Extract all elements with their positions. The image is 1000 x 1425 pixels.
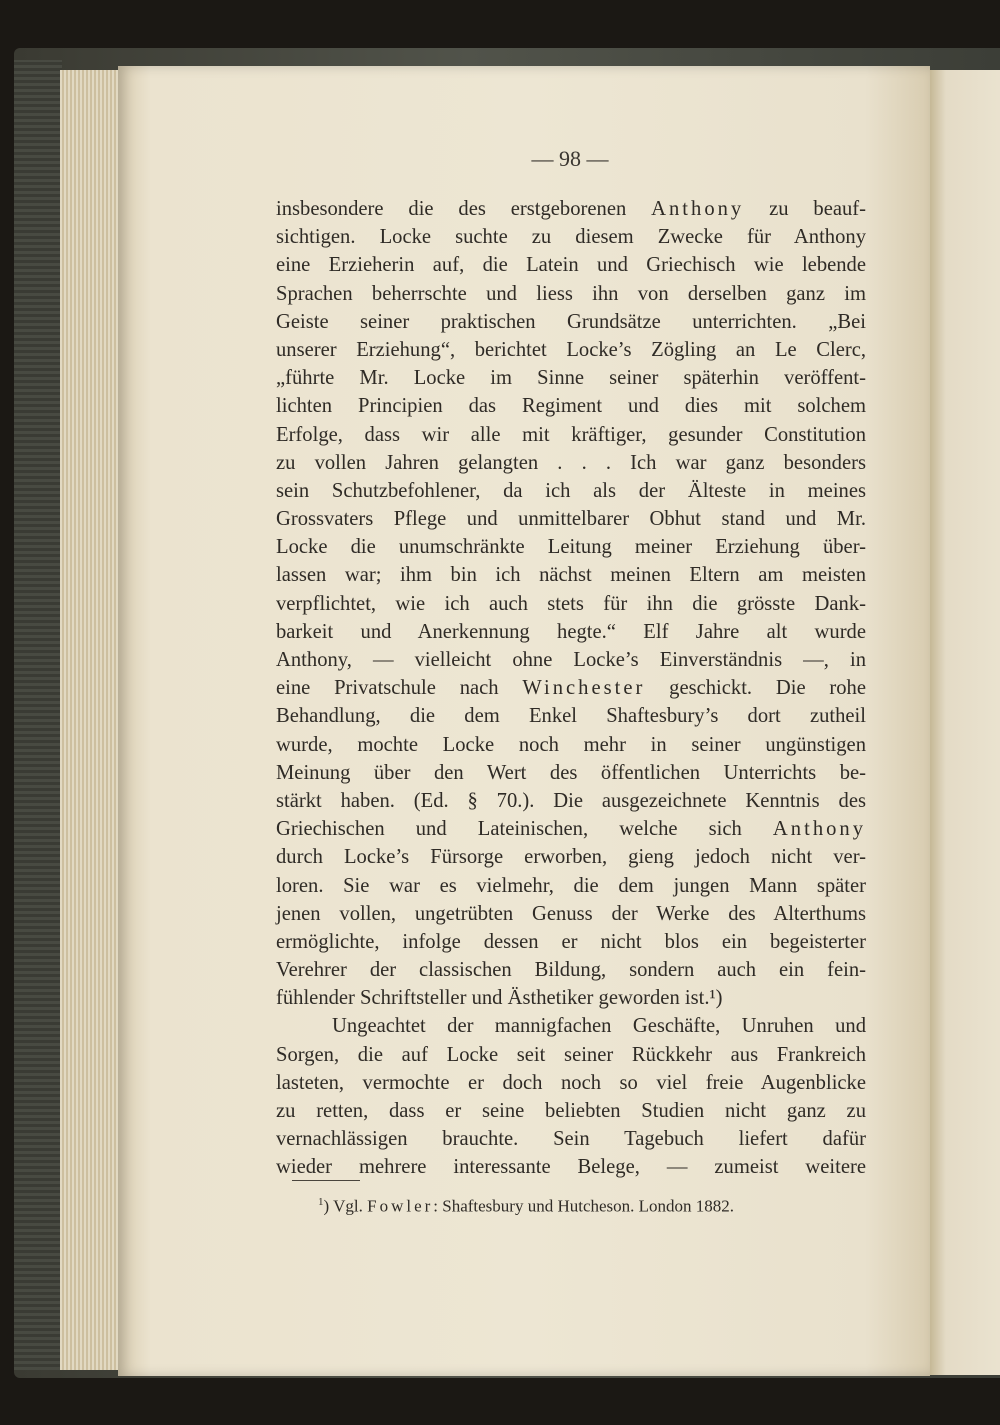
text-run: Sprachen beherrschte und liess ihn von derselben ganz im — [276, 282, 866, 305]
text-run: Anthony, — vielleicht ohne Locke’s Einverständnis —, in — [276, 649, 866, 671]
text-run: „führte Mr. Locke im Sinne seiner späterhin veröffent- — [276, 367, 866, 390]
text-line — [276, 731, 866, 759]
text-line — [276, 646, 866, 674]
text-line — [276, 1097, 866, 1125]
text-run: fühlender Schriftsteller und Ästhetiker geworden ist.¹) — [276, 987, 723, 1010]
text-line — [276, 421, 866, 449]
text-run: Erfolge, dass wir alle mit kräftiger, gesunder Constitution — [276, 423, 866, 446]
spaced-name: Anthony — [772, 818, 866, 841]
text-line — [276, 392, 866, 420]
text-run: Verehrer der classischen Bildung, sondern auch ein fein- — [276, 959, 866, 982]
text-line — [276, 1069, 866, 1097]
footnote-text-before: ) Vgl. — [323, 1196, 368, 1216]
text-run: jenen vollen, ungetrübten Genuss der Werke des Alterthums — [276, 902, 866, 925]
text-line — [276, 505, 866, 533]
text-run: barkeit und Anerkennung hegte.“ Elf Jahre alt wurde — [276, 620, 866, 643]
text-line — [276, 984, 866, 1012]
text-run: lichten Principien das Regiment und dies mit solchem — [276, 395, 866, 418]
text-line — [276, 1125, 866, 1153]
text-line — [276, 449, 866, 477]
text-line — [276, 618, 866, 646]
text-run: zu beauf- — [744, 198, 867, 220]
text-line — [276, 1153, 866, 1181]
text-run: durch Locke’s Fürsorge erworben, gieng jedoch nicht ver- — [276, 846, 866, 869]
footnote-rule — [292, 1180, 360, 1181]
text-line — [276, 533, 866, 561]
text-line — [276, 815, 866, 843]
text-line — [276, 759, 866, 787]
spaced-name: Anthony — [651, 198, 745, 220]
text-run: ermöglichte, infolge dessen er nicht blos ein begeisterter — [276, 930, 866, 953]
text-run: Behandlung, die dem Enkel Shaftesbury’s dort zutheil — [276, 705, 866, 728]
spaced-name: Winchester — [522, 677, 646, 700]
text-line — [276, 843, 866, 871]
text-run: wurde, mochte Locke noch mehr in seiner ungünstigen — [276, 733, 866, 756]
text-run: Ungeachtet der mannigfachen Geschäfte, Unruhen und — [332, 1015, 866, 1038]
text-line — [276, 1041, 866, 1069]
text-line — [276, 702, 866, 730]
text-run: eine Privatschule nach — [276, 677, 523, 700]
text-run: Meinung über den Wert des öffentlichen Unterrichts be- — [276, 761, 866, 784]
text-run: sichtigen. Locke suchte zu diesem Zwecke für Anthony — [276, 226, 866, 249]
text-line — [276, 956, 866, 984]
text-run: Grossvaters Pflege und unmittelbarer Obhut stand und Mr. — [276, 508, 866, 531]
text-run: Sorgen, die auf Locke seit seiner Rückkehr aus Frankreich — [276, 1043, 866, 1066]
facing-page-edge — [930, 70, 1000, 1375]
text-run: lassen war; ihm bin ich nächst meinen Eltern am meisten — [276, 564, 866, 587]
text-line — [276, 308, 866, 336]
text-run: stärkt haben. (Ed. § 70.). Die ausgezeichnete Kenntnis des — [276, 789, 866, 812]
footnote-mark: 1 — [318, 1196, 324, 1208]
text-line — [276, 364, 866, 392]
text-line — [276, 477, 866, 505]
text-run: verpflichtet, wie ich auch stets für ihn die grösste Dank- — [276, 592, 866, 615]
page-number: — 98 — — [531, 146, 609, 171]
text-run: eine Erzieherin auf, die Latein und Griechisch wie lebende — [276, 254, 866, 277]
text-line — [276, 872, 866, 900]
text-run: Griechischen und Lateinischen, welche sich — [276, 818, 773, 841]
text-run: insbesondere die des erstgeborenen — [276, 198, 652, 220]
text-line — [276, 280, 866, 308]
text-line — [276, 1012, 866, 1040]
text-line — [276, 787, 866, 815]
text-line — [276, 223, 866, 251]
text-run: unserer Erziehung“, berichtet Locke’s Zögling an Le Clerc, — [276, 338, 866, 361]
text-run: zu retten, dass er seine beliebten Studien nicht ganz zu — [276, 1100, 866, 1122]
text-line — [276, 561, 866, 589]
footnote-author: Fowler — [367, 1196, 434, 1216]
book-spine — [14, 60, 62, 1370]
text-line — [276, 674, 866, 702]
text-run: Locke die unumschränkte Leitung meiner Erziehung über- — [276, 536, 866, 559]
text-line — [276, 336, 866, 364]
text-run: geschickt. Die rohe — [645, 677, 866, 700]
text-run: vernachlässigen brauchte. Sein Tagebuch liefert dafür — [276, 1128, 866, 1151]
footnote-text-after: : Shaftesbury und Hutcheson. London 1882. — [433, 1196, 735, 1216]
text-line — [276, 195, 866, 223]
text-line — [276, 251, 866, 279]
text-run: wieder mehrere interessante Belege, — zumeist weitere — [276, 1156, 866, 1179]
text-line — [276, 900, 866, 928]
text-run: zu vollen Jahren gelangten . . . Ich war ganz besonders — [276, 451, 866, 474]
footnote — [318, 1196, 838, 1217]
text-run: Geiste seiner praktischen Grundsätze unterrichten. „Bei — [276, 310, 866, 333]
text-run: sein Schutzbefohlener, da ich als der Älteste in meines — [276, 479, 866, 502]
text-line — [276, 590, 866, 618]
text-line — [276, 928, 866, 956]
text-run: lasteten, vermochte er doch noch so viel freie Augenblicke — [276, 1071, 866, 1094]
body-text — [276, 195, 866, 1182]
text-run: loren. Sie war es vielmehr, die dem jungen Mann später — [276, 874, 866, 897]
